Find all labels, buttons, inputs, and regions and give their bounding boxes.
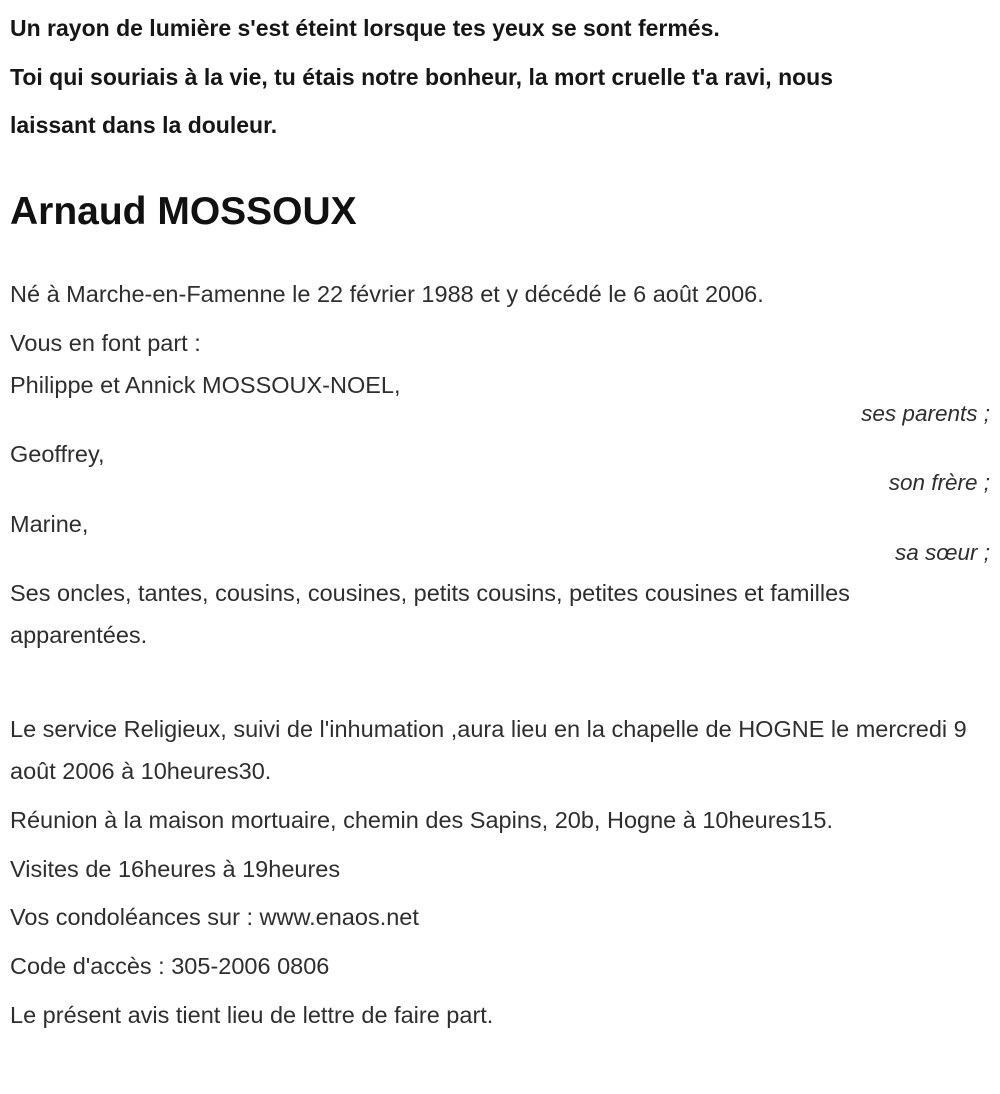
access-code-line: Code d'accès : 305-2006 0806 <box>10 953 330 980</box>
family-names: Geoffrey, <box>10 441 105 468</box>
closing-line: Le présent avis tient lieu de lettre de faire part. <box>10 1002 494 1029</box>
reunion-line: Réunion à la maison mortuaire, chemin des Sapins, 20b, Hogne à 10heures15. <box>10 806 834 833</box>
family-relation: sa sœur ; <box>894 539 990 565</box>
family-relation: son frère ; <box>888 470 990 496</box>
epitaph-line-1: Un rayon de lumière s'est éteint lorsque tes yeux se sont fermés. <box>10 15 720 41</box>
epitaph-line-3: laissant dans la douleur. <box>10 112 278 139</box>
visits-line: Visites de 16heures à 19heures <box>10 855 341 882</box>
family-relation: ses parents ; <box>861 400 990 426</box>
epitaph-line-2: Toi qui souriais à la vie, tu étais notre bonheur, la mort cruelle t'a ravi, nous <box>10 63 834 90</box>
family-entry-parents <box>10 365 990 431</box>
death-notice <box>10 10 990 1037</box>
family-names: Marine, <box>10 510 89 537</box>
service-line: Le service Religieux, suivi de l'inhumation ,aura lieu en la chapelle de HOGNE le mercredi 9 août 2006 à 10heures30. <box>10 716 967 784</box>
epitaph <box>10 10 990 145</box>
birth-death-line: Né à Marche-en-Famenne le 22 février 1988 et y décédé le 6 août 2006. <box>10 281 764 308</box>
deceased-name: Arnaud MOSSOUX <box>10 190 357 234</box>
extended-family-line: Ses oncles, tantes, cousins, cousines, petits cousins, petites cousines et familles apparentées. <box>10 580 850 649</box>
announcement-intro: Vous en font part : <box>10 329 201 356</box>
family-entry-brother <box>10 434 990 500</box>
family-entry-sister <box>10 504 990 570</box>
condolences-line: Vos condoléances sur : www.enaos.net <box>10 904 419 931</box>
family-names: Philippe et Annick MOSSOUX-NOEL, <box>10 371 401 398</box>
notice-body <box>10 274 990 1037</box>
